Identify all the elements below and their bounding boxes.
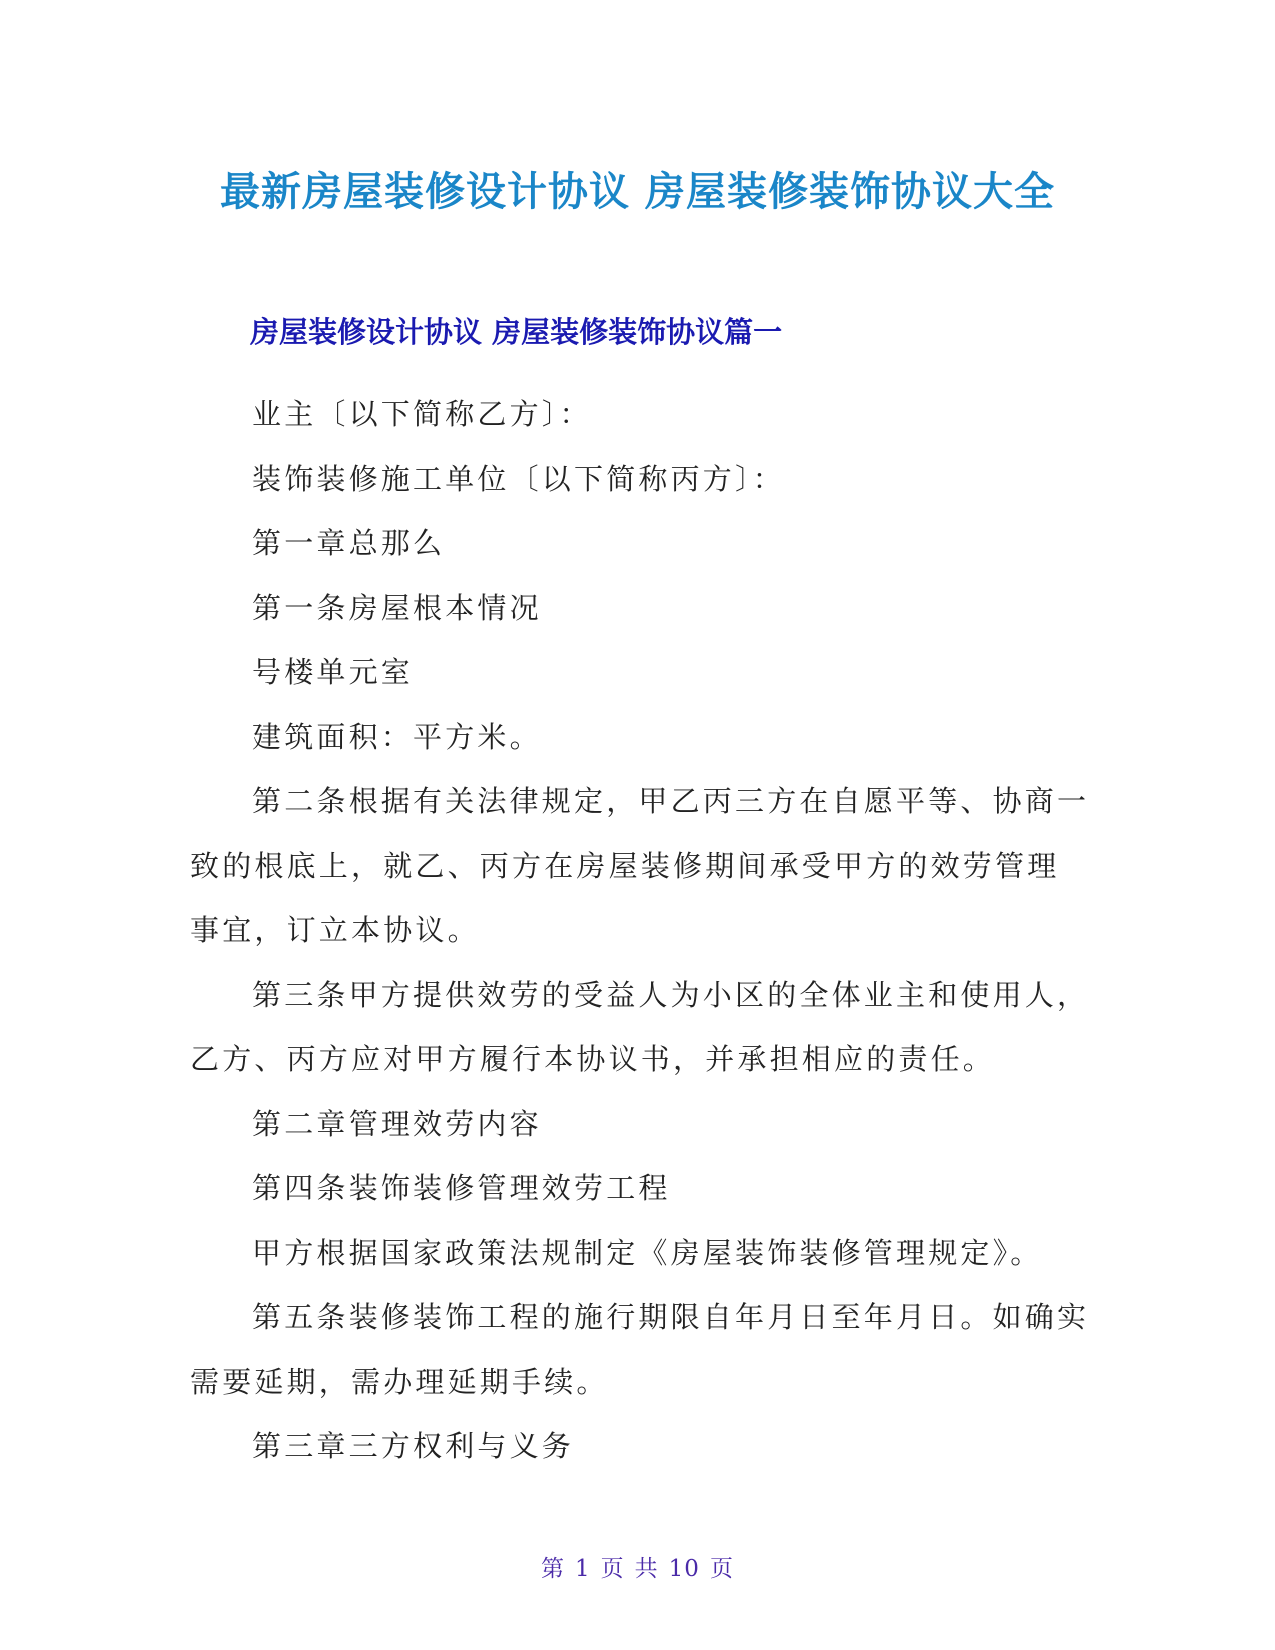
paragraph: 业主〔以下简称乙方〕： [252, 397, 592, 431]
paragraph: 第四条装饰装修管理效劳工程 [252, 1171, 671, 1205]
paragraph: 第三章三方权利与义务 [252, 1429, 575, 1463]
paragraph: 号楼单元室 [252, 655, 414, 689]
paragraph: 甲方根据国家政策法规制定《房屋装饰装修管理规定》。 [252, 1235, 1043, 1270]
footer-prefix: 第 [541, 1556, 566, 1582]
paragraph: 建筑面积：平方米。 [252, 719, 542, 754]
paragraph: 第一条房屋根本情况 [252, 590, 542, 625]
document-body [190, 382, 1090, 1479]
page-footer [0, 1550, 1275, 1583]
paragraph: 装饰装修施工单位〔以下简称丙方〕： [252, 461, 785, 496]
footer-total-prefix: 共 [634, 1556, 659, 1582]
paragraph: 第二条根据有关法律规定，甲乙丙三方在自愿平等、协商一致的根底上，就乙、丙方在房屋装修期间承受甲方的效劳管理事宜，订立本协议。 [190, 784, 1090, 947]
section-title: 房屋装修设计协议 房屋装修装饰协议篇一 [250, 315, 783, 349]
paragraph: 第一章总那么 [252, 526, 446, 560]
paragraph: 第五条装修装饰工程的施行期限自年月日至年月日。如确实需要延期，需办理延期手续。 [190, 1300, 1090, 1399]
paragraph: 第三条甲方提供效劳的受益人为小区的全体业主和使用人，乙方、丙方应对甲方履行本协议书，并承担相应的责任。 [190, 977, 1090, 1076]
footer-page-unit: 页 [600, 1556, 625, 1582]
document-title: 最新房屋装修设计协议 房屋装修装饰协议大全 [220, 169, 1055, 215]
footer-page-number: 1 [575, 1556, 591, 1582]
footer-total-pages: 10 [668, 1556, 700, 1582]
paragraph: 第二章管理效劳内容 [252, 1106, 542, 1141]
footer-total-unit: 页 [709, 1556, 734, 1582]
